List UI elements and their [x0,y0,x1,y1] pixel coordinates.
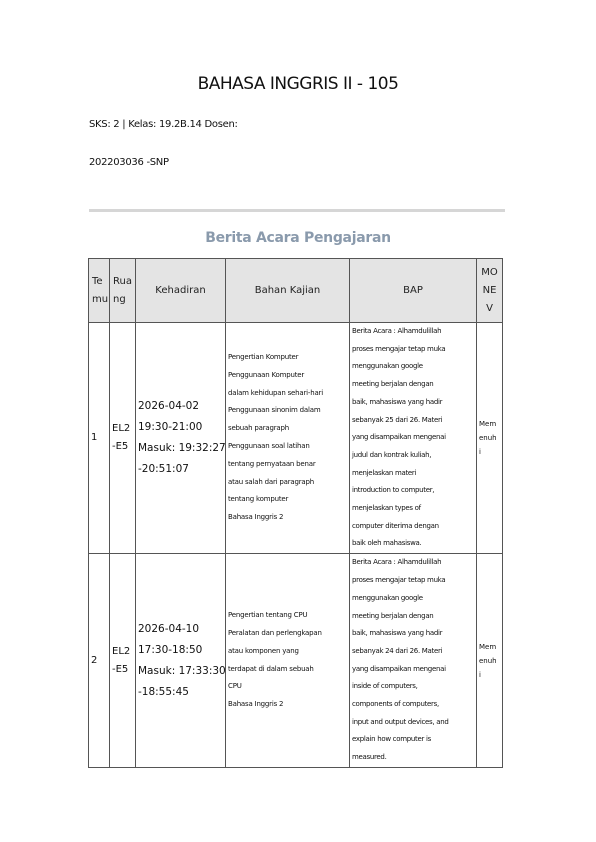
header-kehadiran: Kehadiran [136,259,226,323]
cell-kehadiran: 2026-04-10 17:30-18:50 Masuk: 17:33:30 -18:55:45 [136,554,226,768]
table-header-row [89,259,503,323]
document-title: BAHASA INGGRIS II - 105 [197,74,399,94]
cell-bap: Berita Acara : Alhamdulillah proses mengajar tetap muka menggunakan google meeting berjalan dengan baik, mahasiswa yang hadir sebanyak 25 dari 26. Materi yang disampaikan mengenai judul dan kontrak kuliah, menjelaskan materi introduction to computer, menjelaskan types of computer diterima dengan baik oleh mahasiswa. [350,323,477,554]
cell-monev: Mem enuh i [477,554,503,768]
course-meta-line: SKS: 2 | Kelas: 19.2B.14 Dosen: [89,119,238,130]
lecturer-id-line: 202203036 -SNP [89,157,169,168]
header-temu: Te mu [89,259,110,323]
header-monev: MO NE V [477,259,503,323]
header-ruang: Rua ng [110,259,136,323]
header-bahan-kajian: Bahan Kajian [226,259,350,323]
cell-bahan-kajian: Pengertian Komputer Penggunaan Komputer dalam kehidupan sehari-hari Penggunaan sinonim dalam sebuah paragraph Penggunaan soal latihan tentang pernyataan benar atau salah dari paragraph tentang komputer Bahasa Inggris 2 [226,323,350,554]
section-title: Berita Acara Pengajaran [205,230,391,246]
cell-kehadiran: 2026-04-02 19:30-21:00 Masuk: 19:32:27 -20:51:07 [136,323,226,554]
table-row [89,323,503,554]
cell-monev: Mem enuh i [477,323,503,554]
cell-ruang: EL2 -E5 [110,554,136,768]
cell-bahan-kajian: Pengertian tentang CPU Peralatan dan perlengkapan atau komponen yang terdapat di dalam sebuah CPU Bahasa Inggris 2 [226,554,350,768]
teaching-log-table [88,258,503,768]
header-bap: BAP [350,259,477,323]
cell-bap: Berita Acara : Alhamdulillah proses mengajar tetap muka menggunakan google meeting berjalan dengan baik, mahasiswa yang hadir sebanyak 24 dari 26. Materi yang disampaikan mengenai inside of computers, components of computers, input and output devices, and explain how computer is measured. [350,554,477,768]
cell-temu: 1 [89,323,110,554]
cell-ruang: EL2 -E5 [110,323,136,554]
cell-temu: 2 [89,554,110,768]
table-row [89,554,503,768]
divider-rule [89,209,505,212]
